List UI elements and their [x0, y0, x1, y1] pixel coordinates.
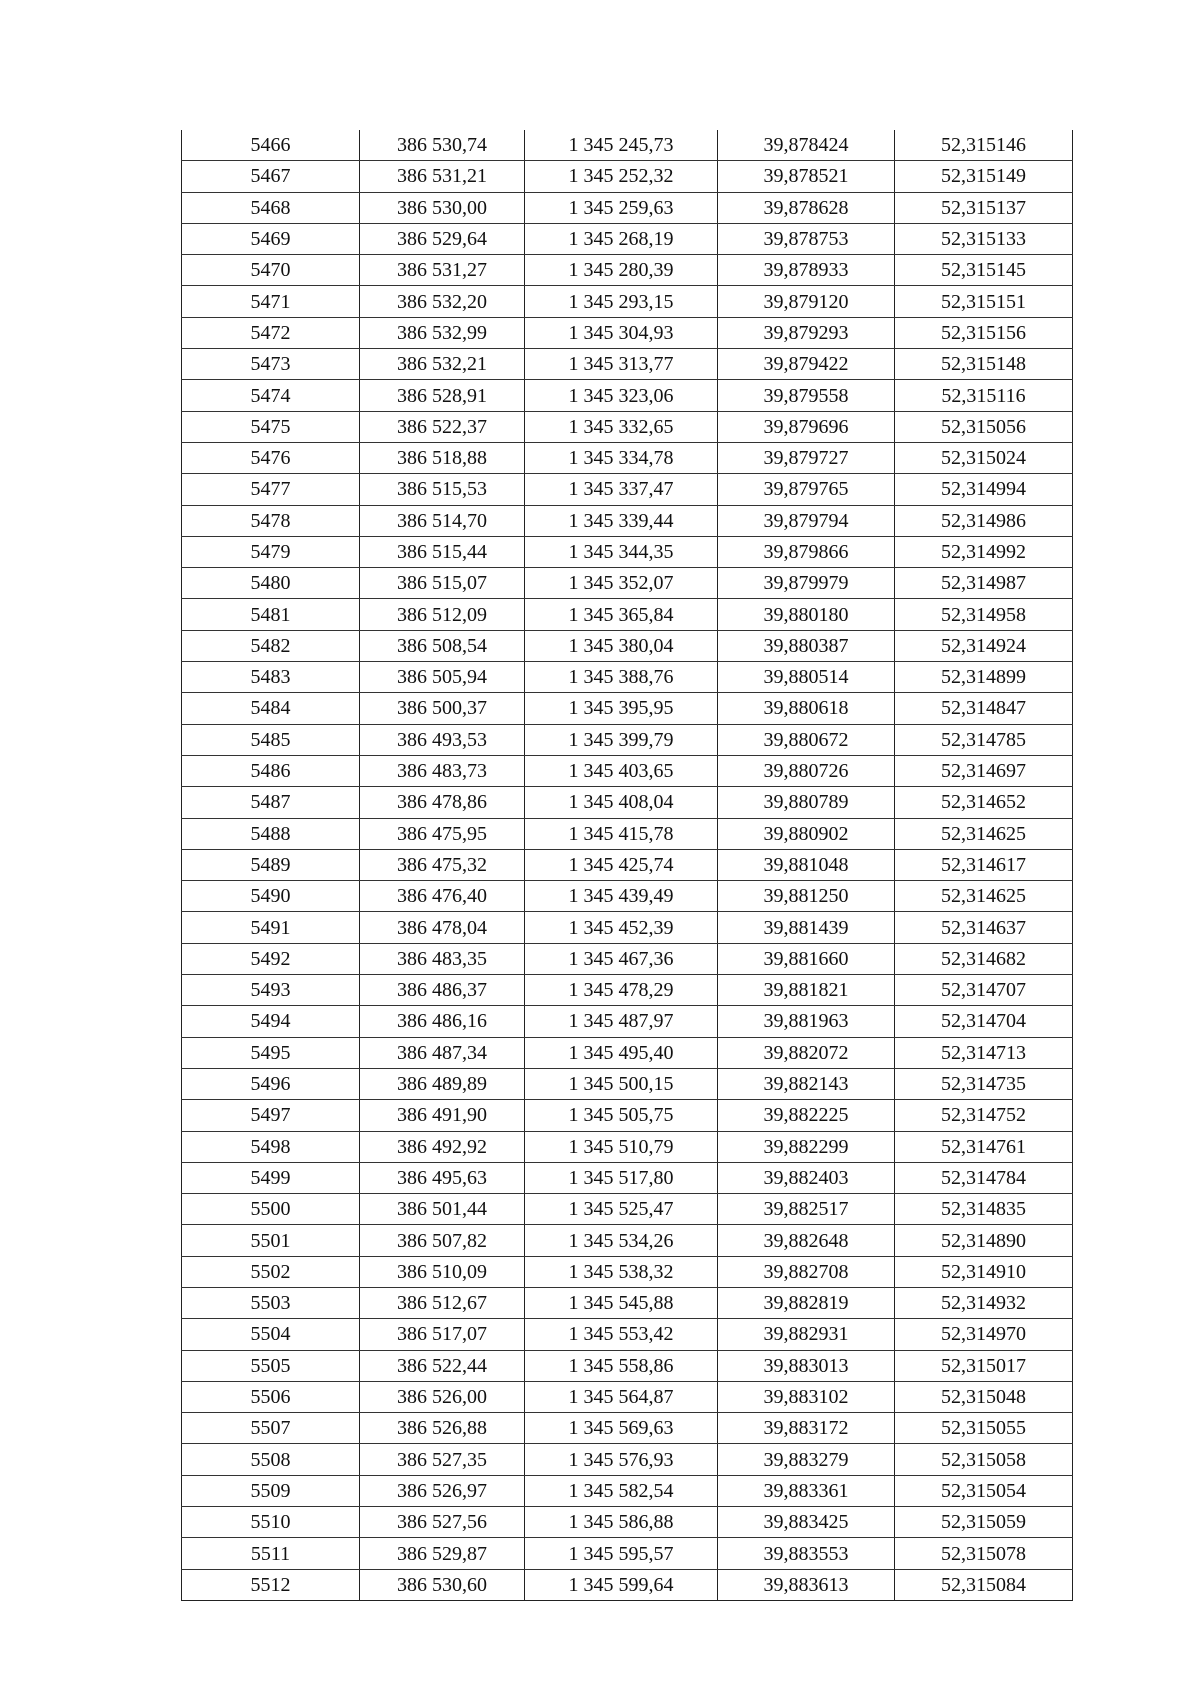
longitude-cell: 39,882143	[718, 1068, 895, 1099]
point-number-cell: 5491	[182, 912, 360, 943]
y-coordinate-cell: 1 345 545,88	[525, 1287, 718, 1318]
latitude-cell: 52,314992	[895, 536, 1073, 567]
longitude-cell: 39,879696	[718, 411, 895, 442]
y-coordinate-cell: 1 345 510,79	[525, 1131, 718, 1162]
latitude-cell: 52,314713	[895, 1037, 1073, 1068]
y-coordinate-cell: 1 345 586,88	[525, 1507, 718, 1538]
y-coordinate-cell: 1 345 569,63	[525, 1413, 718, 1444]
table-row	[182, 286, 1073, 317]
x-coordinate-cell: 386 507,82	[360, 1225, 525, 1256]
x-coordinate-cell: 386 483,35	[360, 943, 525, 974]
x-coordinate-cell: 386 526,00	[360, 1381, 525, 1412]
longitude-cell: 39,880514	[718, 662, 895, 693]
longitude-cell: 39,882299	[718, 1131, 895, 1162]
latitude-cell: 52,314707	[895, 975, 1073, 1006]
longitude-cell: 39,879422	[718, 349, 895, 380]
x-coordinate-cell: 386 475,95	[360, 818, 525, 849]
latitude-cell: 52,315145	[895, 255, 1073, 286]
x-coordinate-cell: 386 532,20	[360, 286, 525, 317]
y-coordinate-cell: 1 345 517,80	[525, 1162, 718, 1193]
table-row	[182, 975, 1073, 1006]
y-coordinate-cell: 1 345 525,47	[525, 1194, 718, 1225]
latitude-cell: 52,315149	[895, 161, 1073, 192]
y-coordinate-cell: 1 345 380,04	[525, 630, 718, 661]
latitude-cell: 52,315055	[895, 1413, 1073, 1444]
y-coordinate-cell: 1 345 415,78	[525, 818, 718, 849]
point-number-cell: 5507	[182, 1413, 360, 1444]
y-coordinate-cell: 1 345 564,87	[525, 1381, 718, 1412]
latitude-cell: 52,314625	[895, 881, 1073, 912]
latitude-cell: 52,314986	[895, 505, 1073, 536]
point-number-cell: 5494	[182, 1006, 360, 1037]
x-coordinate-cell: 386 532,99	[360, 317, 525, 348]
latitude-cell: 52,314932	[895, 1287, 1073, 1318]
latitude-cell: 52,315116	[895, 380, 1073, 411]
point-number-cell: 5493	[182, 975, 360, 1006]
point-number-cell: 5473	[182, 349, 360, 380]
longitude-cell: 39,878628	[718, 192, 895, 223]
longitude-cell: 39,882819	[718, 1287, 895, 1318]
x-coordinate-cell: 386 508,54	[360, 630, 525, 661]
table-row	[182, 380, 1073, 411]
y-coordinate-cell: 1 345 352,07	[525, 568, 718, 599]
point-number-cell: 5468	[182, 192, 360, 223]
point-number-cell: 5470	[182, 255, 360, 286]
longitude-cell: 39,879727	[718, 442, 895, 473]
latitude-cell: 52,314785	[895, 724, 1073, 755]
latitude-cell: 52,314652	[895, 787, 1073, 818]
point-number-cell: 5477	[182, 474, 360, 505]
x-coordinate-cell: 386 487,34	[360, 1037, 525, 1068]
latitude-cell: 52,315084	[895, 1569, 1073, 1600]
longitude-cell: 39,882225	[718, 1100, 895, 1131]
latitude-cell: 52,315137	[895, 192, 1073, 223]
point-number-cell: 5475	[182, 411, 360, 442]
y-coordinate-cell: 1 345 365,84	[525, 599, 718, 630]
point-number-cell: 5466	[182, 130, 360, 161]
x-coordinate-cell: 386 486,16	[360, 1006, 525, 1037]
coordinates-table-body	[182, 130, 1073, 1600]
x-coordinate-cell: 386 518,88	[360, 442, 525, 473]
point-number-cell: 5484	[182, 693, 360, 724]
y-coordinate-cell: 1 345 452,39	[525, 912, 718, 943]
table-row	[182, 1507, 1073, 1538]
y-coordinate-cell: 1 345 259,63	[525, 192, 718, 223]
x-coordinate-cell: 386 514,70	[360, 505, 525, 536]
point-number-cell: 5478	[182, 505, 360, 536]
x-coordinate-cell: 386 492,92	[360, 1131, 525, 1162]
table-row	[182, 1256, 1073, 1287]
x-coordinate-cell: 386 527,35	[360, 1444, 525, 1475]
point-number-cell: 5482	[182, 630, 360, 661]
longitude-cell: 39,881250	[718, 881, 895, 912]
longitude-cell: 39,878933	[718, 255, 895, 286]
point-number-cell: 5509	[182, 1475, 360, 1506]
table-row	[182, 192, 1073, 223]
table-row	[182, 693, 1073, 724]
table-row	[182, 1444, 1073, 1475]
x-coordinate-cell: 386 512,67	[360, 1287, 525, 1318]
point-number-cell: 5472	[182, 317, 360, 348]
table-row	[182, 1287, 1073, 1318]
y-coordinate-cell: 1 345 599,64	[525, 1569, 718, 1600]
x-coordinate-cell: 386 528,91	[360, 380, 525, 411]
longitude-cell: 39,883102	[718, 1381, 895, 1412]
coordinates-table	[181, 130, 1073, 1601]
latitude-cell: 52,315146	[895, 130, 1073, 161]
y-coordinate-cell: 1 345 332,65	[525, 411, 718, 442]
x-coordinate-cell: 386 515,53	[360, 474, 525, 505]
y-coordinate-cell: 1 345 595,57	[525, 1538, 718, 1569]
latitude-cell: 52,314890	[895, 1225, 1073, 1256]
x-coordinate-cell: 386 489,89	[360, 1068, 525, 1099]
latitude-cell: 52,315024	[895, 442, 1073, 473]
table-row	[182, 599, 1073, 630]
longitude-cell: 39,881963	[718, 1006, 895, 1037]
table-row	[182, 1475, 1073, 1506]
latitude-cell: 52,314617	[895, 849, 1073, 880]
table-row	[182, 1350, 1073, 1381]
x-coordinate-cell: 386 505,94	[360, 662, 525, 693]
longitude-cell: 39,880180	[718, 599, 895, 630]
x-coordinate-cell: 386 493,53	[360, 724, 525, 755]
point-number-cell: 5485	[182, 724, 360, 755]
point-number-cell: 5495	[182, 1037, 360, 1068]
longitude-cell: 39,883361	[718, 1475, 895, 1506]
table-row	[182, 1569, 1073, 1600]
latitude-cell: 52,314958	[895, 599, 1073, 630]
x-coordinate-cell: 386 476,40	[360, 881, 525, 912]
longitude-cell: 39,883279	[718, 1444, 895, 1475]
latitude-cell: 52,314910	[895, 1256, 1073, 1287]
longitude-cell: 39,883425	[718, 1507, 895, 1538]
latitude-cell: 52,314784	[895, 1162, 1073, 1193]
y-coordinate-cell: 1 345 337,47	[525, 474, 718, 505]
table-row	[182, 787, 1073, 818]
longitude-cell: 39,881821	[718, 975, 895, 1006]
y-coordinate-cell: 1 345 293,15	[525, 286, 718, 317]
x-coordinate-cell: 386 529,87	[360, 1538, 525, 1569]
longitude-cell: 39,880726	[718, 755, 895, 786]
point-number-cell: 5505	[182, 1350, 360, 1381]
table-row	[182, 568, 1073, 599]
x-coordinate-cell: 386 530,00	[360, 192, 525, 223]
latitude-cell: 52,314970	[895, 1319, 1073, 1350]
point-number-cell: 5490	[182, 881, 360, 912]
longitude-cell: 39,883553	[718, 1538, 895, 1569]
latitude-cell: 52,315151	[895, 286, 1073, 317]
longitude-cell: 39,883013	[718, 1350, 895, 1381]
latitude-cell: 52,314697	[895, 755, 1073, 786]
table-row	[182, 1100, 1073, 1131]
y-coordinate-cell: 1 345 478,29	[525, 975, 718, 1006]
x-coordinate-cell: 386 526,88	[360, 1413, 525, 1444]
x-coordinate-cell: 386 522,44	[360, 1350, 525, 1381]
y-coordinate-cell: 1 345 534,26	[525, 1225, 718, 1256]
latitude-cell: 52,315059	[895, 1507, 1073, 1538]
x-coordinate-cell: 386 531,27	[360, 255, 525, 286]
y-coordinate-cell: 1 345 495,40	[525, 1037, 718, 1068]
x-coordinate-cell: 386 530,74	[360, 130, 525, 161]
y-coordinate-cell: 1 345 425,74	[525, 849, 718, 880]
y-coordinate-cell: 1 345 313,77	[525, 349, 718, 380]
longitude-cell: 39,879293	[718, 317, 895, 348]
point-number-cell: 5502	[182, 1256, 360, 1287]
x-coordinate-cell: 386 515,07	[360, 568, 525, 599]
y-coordinate-cell: 1 345 403,65	[525, 755, 718, 786]
table-row	[182, 1413, 1073, 1444]
longitude-cell: 39,882072	[718, 1037, 895, 1068]
longitude-cell: 39,879765	[718, 474, 895, 505]
point-number-cell: 5512	[182, 1569, 360, 1600]
y-coordinate-cell: 1 345 467,36	[525, 943, 718, 974]
y-coordinate-cell: 1 345 344,35	[525, 536, 718, 567]
table-row	[182, 442, 1073, 473]
y-coordinate-cell: 1 345 339,44	[525, 505, 718, 536]
y-coordinate-cell: 1 345 245,73	[525, 130, 718, 161]
latitude-cell: 52,314924	[895, 630, 1073, 661]
table-row	[182, 1162, 1073, 1193]
longitude-cell: 39,880387	[718, 630, 895, 661]
longitude-cell: 39,879558	[718, 380, 895, 411]
longitude-cell: 39,882517	[718, 1194, 895, 1225]
longitude-cell: 39,880789	[718, 787, 895, 818]
table-row	[182, 505, 1073, 536]
latitude-cell: 52,314835	[895, 1194, 1073, 1225]
point-number-cell: 5481	[182, 599, 360, 630]
x-coordinate-cell: 386 475,32	[360, 849, 525, 880]
point-number-cell: 5487	[182, 787, 360, 818]
point-number-cell: 5496	[182, 1068, 360, 1099]
point-number-cell: 5469	[182, 223, 360, 254]
point-number-cell: 5476	[182, 442, 360, 473]
x-coordinate-cell: 386 501,44	[360, 1194, 525, 1225]
table-row	[182, 1037, 1073, 1068]
latitude-cell: 52,314761	[895, 1131, 1073, 1162]
longitude-cell: 39,880672	[718, 724, 895, 755]
point-number-cell: 5489	[182, 849, 360, 880]
y-coordinate-cell: 1 345 280,39	[525, 255, 718, 286]
table-row	[182, 223, 1073, 254]
table-row	[182, 662, 1073, 693]
longitude-cell: 39,880902	[718, 818, 895, 849]
table-row	[182, 724, 1073, 755]
y-coordinate-cell: 1 345 582,54	[525, 1475, 718, 1506]
latitude-cell: 52,314735	[895, 1068, 1073, 1099]
latitude-cell: 52,314847	[895, 693, 1073, 724]
latitude-cell: 52,314682	[895, 943, 1073, 974]
table-row	[182, 818, 1073, 849]
x-coordinate-cell: 386 526,97	[360, 1475, 525, 1506]
point-number-cell: 5488	[182, 818, 360, 849]
y-coordinate-cell: 1 345 252,32	[525, 161, 718, 192]
x-coordinate-cell: 386 495,63	[360, 1162, 525, 1193]
x-coordinate-cell: 386 512,09	[360, 599, 525, 630]
x-coordinate-cell: 386 532,21	[360, 349, 525, 380]
point-number-cell: 5504	[182, 1319, 360, 1350]
latitude-cell: 52,314899	[895, 662, 1073, 693]
longitude-cell: 39,882708	[718, 1256, 895, 1287]
point-number-cell: 5486	[182, 755, 360, 786]
latitude-cell: 52,314994	[895, 474, 1073, 505]
latitude-cell: 52,315156	[895, 317, 1073, 348]
x-coordinate-cell: 386 531,21	[360, 161, 525, 192]
point-number-cell: 5471	[182, 286, 360, 317]
point-number-cell: 5499	[182, 1162, 360, 1193]
point-number-cell: 5483	[182, 662, 360, 693]
point-number-cell: 5480	[182, 568, 360, 599]
point-number-cell: 5479	[182, 536, 360, 567]
x-coordinate-cell: 386 478,86	[360, 787, 525, 818]
y-coordinate-cell: 1 345 576,93	[525, 1444, 718, 1475]
latitude-cell: 52,315133	[895, 223, 1073, 254]
table-row	[182, 881, 1073, 912]
table-row	[182, 349, 1073, 380]
x-coordinate-cell: 386 522,37	[360, 411, 525, 442]
latitude-cell: 52,315017	[895, 1350, 1073, 1381]
table-row	[182, 849, 1073, 880]
latitude-cell: 52,314987	[895, 568, 1073, 599]
longitude-cell: 39,879866	[718, 536, 895, 567]
longitude-cell: 39,881660	[718, 943, 895, 974]
x-coordinate-cell: 386 491,90	[360, 1100, 525, 1131]
point-number-cell: 5474	[182, 380, 360, 411]
point-number-cell: 5508	[182, 1444, 360, 1475]
table-row	[182, 912, 1073, 943]
table-row	[182, 130, 1073, 161]
table-row	[182, 255, 1073, 286]
y-coordinate-cell: 1 345 388,76	[525, 662, 718, 693]
table-row	[182, 411, 1073, 442]
table-row	[182, 1068, 1073, 1099]
point-number-cell: 5498	[182, 1131, 360, 1162]
table-row	[182, 943, 1073, 974]
latitude-cell: 52,314704	[895, 1006, 1073, 1037]
table-row	[182, 1381, 1073, 1412]
latitude-cell: 52,314637	[895, 912, 1073, 943]
latitude-cell: 52,314752	[895, 1100, 1073, 1131]
point-number-cell: 5497	[182, 1100, 360, 1131]
point-number-cell: 5501	[182, 1225, 360, 1256]
latitude-cell: 52,315048	[895, 1381, 1073, 1412]
longitude-cell: 39,878424	[718, 130, 895, 161]
table-row	[182, 1225, 1073, 1256]
point-number-cell: 5492	[182, 943, 360, 974]
x-coordinate-cell: 386 527,56	[360, 1507, 525, 1538]
x-coordinate-cell: 386 483,73	[360, 755, 525, 786]
y-coordinate-cell: 1 345 334,78	[525, 442, 718, 473]
y-coordinate-cell: 1 345 553,42	[525, 1319, 718, 1350]
y-coordinate-cell: 1 345 399,79	[525, 724, 718, 755]
longitude-cell: 39,882931	[718, 1319, 895, 1350]
table-row	[182, 630, 1073, 661]
longitude-cell: 39,882403	[718, 1162, 895, 1193]
latitude-cell: 52,315148	[895, 349, 1073, 380]
y-coordinate-cell: 1 345 505,75	[525, 1100, 718, 1131]
x-coordinate-cell: 386 486,37	[360, 975, 525, 1006]
table-row	[182, 474, 1073, 505]
y-coordinate-cell: 1 345 323,06	[525, 380, 718, 411]
y-coordinate-cell: 1 345 500,15	[525, 1068, 718, 1099]
y-coordinate-cell: 1 345 408,04	[525, 787, 718, 818]
longitude-cell: 39,882648	[718, 1225, 895, 1256]
longitude-cell: 39,878753	[718, 223, 895, 254]
latitude-cell: 52,315054	[895, 1475, 1073, 1506]
latitude-cell: 52,314625	[895, 818, 1073, 849]
longitude-cell: 39,879794	[718, 505, 895, 536]
longitude-cell: 39,878521	[718, 161, 895, 192]
y-coordinate-cell: 1 345 304,93	[525, 317, 718, 348]
table-row	[182, 1319, 1073, 1350]
table-row	[182, 1538, 1073, 1569]
latitude-cell: 52,315056	[895, 411, 1073, 442]
table-row	[182, 1131, 1073, 1162]
point-number-cell: 5500	[182, 1194, 360, 1225]
point-number-cell: 5503	[182, 1287, 360, 1318]
table-row	[182, 161, 1073, 192]
table-row	[182, 317, 1073, 348]
longitude-cell: 39,880618	[718, 693, 895, 724]
latitude-cell: 52,315058	[895, 1444, 1073, 1475]
x-coordinate-cell: 386 510,09	[360, 1256, 525, 1287]
longitude-cell: 39,883613	[718, 1569, 895, 1600]
y-coordinate-cell: 1 345 395,95	[525, 693, 718, 724]
point-number-cell: 5511	[182, 1538, 360, 1569]
y-coordinate-cell: 1 345 268,19	[525, 223, 718, 254]
point-number-cell: 5506	[182, 1381, 360, 1412]
longitude-cell: 39,881439	[718, 912, 895, 943]
x-coordinate-cell: 386 530,60	[360, 1569, 525, 1600]
y-coordinate-cell: 1 345 487,97	[525, 1006, 718, 1037]
x-coordinate-cell: 386 500,37	[360, 693, 525, 724]
y-coordinate-cell: 1 345 538,32	[525, 1256, 718, 1287]
table-row	[182, 1006, 1073, 1037]
x-coordinate-cell: 386 529,64	[360, 223, 525, 254]
longitude-cell: 39,879979	[718, 568, 895, 599]
table-row	[182, 536, 1073, 567]
y-coordinate-cell: 1 345 439,49	[525, 881, 718, 912]
longitude-cell: 39,879120	[718, 286, 895, 317]
table-row	[182, 1194, 1073, 1225]
x-coordinate-cell: 386 515,44	[360, 536, 525, 567]
x-coordinate-cell: 386 517,07	[360, 1319, 525, 1350]
x-coordinate-cell: 386 478,04	[360, 912, 525, 943]
point-number-cell: 5467	[182, 161, 360, 192]
point-number-cell: 5510	[182, 1507, 360, 1538]
table-row	[182, 755, 1073, 786]
latitude-cell: 52,315078	[895, 1538, 1073, 1569]
longitude-cell: 39,881048	[718, 849, 895, 880]
y-coordinate-cell: 1 345 558,86	[525, 1350, 718, 1381]
longitude-cell: 39,883172	[718, 1413, 895, 1444]
